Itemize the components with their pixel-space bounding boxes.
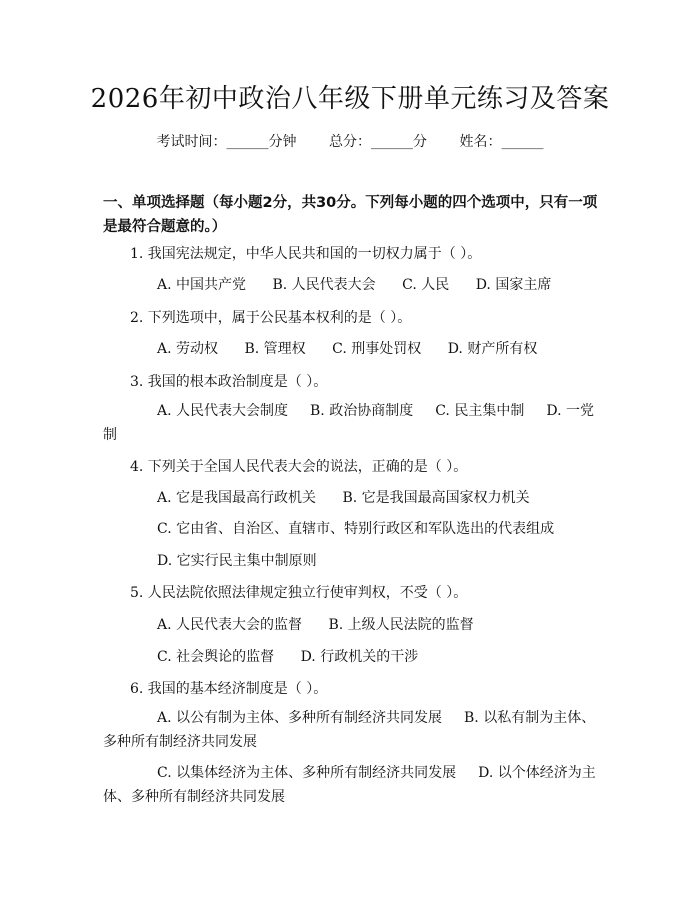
total-score-field: 总分：______分 xyxy=(329,134,427,150)
question-5-option-b: B. 上级人民法院的监督 xyxy=(328,617,474,633)
question-2-option-d: D. 财产所有权 xyxy=(447,341,538,357)
question-3-option-c: C. 民主集中制 xyxy=(435,403,525,419)
question-1-option-d: D. 国家主席 xyxy=(475,277,552,293)
question-6-option-d: D. 以个体经济为主体、多种所有制经济共同发展 xyxy=(103,765,596,805)
question-5-options-row1 xyxy=(157,614,496,636)
question-2-options xyxy=(157,338,559,360)
question-3-option-a: A. 人民代表大会制度 xyxy=(157,403,289,419)
question-5-stem: 5. 人民法院依照法律规定独立行使审判权，不受（ ）。 xyxy=(130,585,468,601)
question-6-option-b: B. 以私有制为主体、多种所有制经济共同发展 xyxy=(103,710,596,750)
question-4-option-d: D. 它实行民主集中制原则 xyxy=(157,553,317,569)
question-2-option-c: C. 刑事处罚权 xyxy=(332,341,422,357)
exam-meta-line xyxy=(0,132,700,152)
name-field: 姓名：______ xyxy=(459,134,544,150)
question-5-option-c: C. 社会舆论的监督 xyxy=(157,649,275,665)
question-3-stem: 3. 我国的根本政治制度是（ ）。 xyxy=(130,374,328,390)
question-1-option-a: A. 中国共产党 xyxy=(157,277,247,293)
question-6-options-cd xyxy=(103,761,600,809)
question-1-option-b: B. 人民代表大会 xyxy=(272,277,376,293)
question-1-option-c: C. 人民 xyxy=(402,277,450,293)
question-6-option-a: A. 以公有制为主体、多种所有制经济共同发展 xyxy=(157,710,443,726)
question-1-options xyxy=(157,274,573,296)
question-4-stem: 4. 下列关于全国人民代表大会的说法，正确的是（ ）。 xyxy=(130,459,468,475)
exam-time-field: 考试时间：______分钟 xyxy=(156,134,297,150)
document-title: 2026年初中政治八年级下册单元练习及答案 xyxy=(90,84,610,114)
question-5-option-d: D. 行政机关的干涉 xyxy=(300,649,419,665)
question-2-option-b: B. 管理权 xyxy=(244,341,306,357)
question-3-options xyxy=(103,399,600,447)
question-4-options-row1 xyxy=(157,487,552,509)
section-heading: 一、单项选择题（每小题2分，共30分。下列每小题的四个选项中，只有一项是最符合题意的。） xyxy=(103,195,598,235)
question-4-option-a: A. 它是我国最高行政机关 xyxy=(157,490,317,506)
question-1-stem: 1. 我国宪法规定，中华人民共和国的一切权力属于（ ）。 xyxy=(130,246,482,262)
question-6-options-ab xyxy=(103,706,600,754)
question-4-option-b: B. 它是我国最高国家权力机关 xyxy=(342,490,530,506)
question-6-stem: 6. 我国的基本经济制度是（ ）。 xyxy=(130,681,328,697)
question-5-options-row2 xyxy=(157,646,440,668)
question-6-option-c: C. 以集体经济为主体、多种所有制经济共同发展 xyxy=(157,765,457,781)
question-2-stem: 2. 下列选项中，属于公民基本权利的是（ ）。 xyxy=(130,310,412,326)
question-2-option-a: A. 劳动权 xyxy=(157,341,219,357)
question-4-option-c: C. 它由省、自治区、直辖市、特别行政区和军队选出的代表组成 xyxy=(157,521,555,537)
question-3-option-d: D. 一党制 xyxy=(103,403,594,443)
question-3-option-b: B. 政治协商制度 xyxy=(310,403,414,419)
question-5-option-a: A. 人民代表大会的监督 xyxy=(157,617,303,633)
